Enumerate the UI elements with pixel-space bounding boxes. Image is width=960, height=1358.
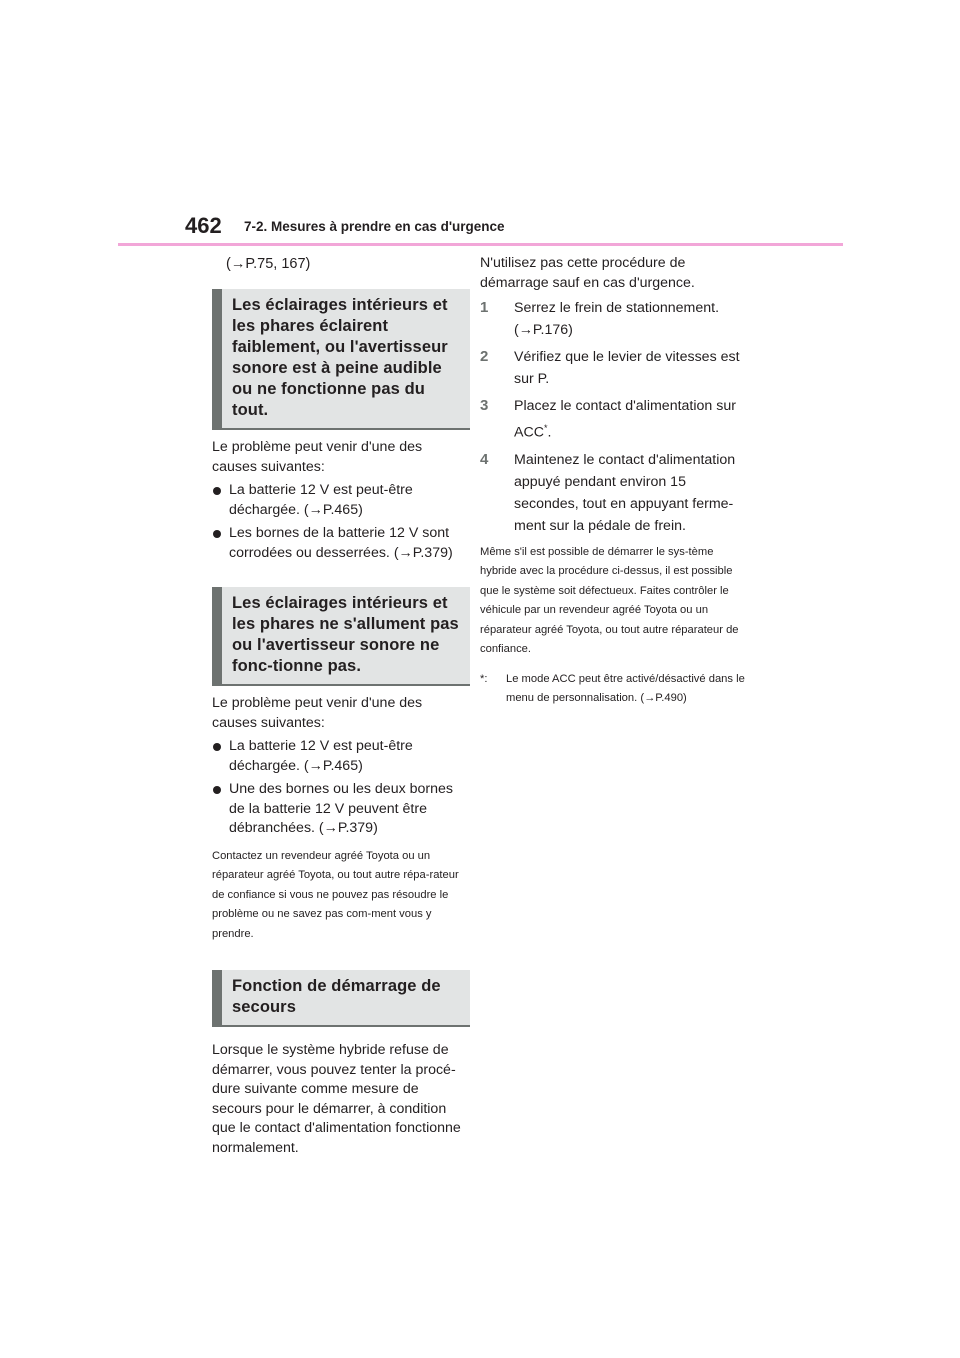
section-heading-emergency-start bbox=[212, 970, 470, 1027]
left-column bbox=[212, 254, 470, 1162]
page-reference: (→P.75, 167) bbox=[226, 256, 311, 272]
list-item: Une des bornes ou les deux bornes de la batterie 12 V peuvent être débranchées. (→P.379) bbox=[212, 780, 470, 839]
step-item: 2 Vérifiez que le levier de vitesses est sur P. bbox=[480, 348, 740, 387]
bullet-icon bbox=[213, 786, 221, 794]
dealer-note: Contactez un revendeur agréé Toyota ou un réparateur agréé Toyota, ou tout autre répa-rateur de confiance si vous ne pouvez pas résoudre le problème ou ne savez pas com-ment vous y prendre. bbox=[212, 849, 459, 940]
header-rule bbox=[118, 243, 843, 246]
causes-intro: Le problème peut venir d'une des causes suivantes: bbox=[212, 695, 423, 731]
bullet-icon bbox=[213, 743, 221, 751]
footnote-mark: *: bbox=[480, 672, 488, 685]
bullet-icon bbox=[213, 487, 221, 495]
causes-intro: Le problème peut venir d'une des causes suivantes: bbox=[212, 439, 423, 475]
section-heading-text: Les éclairages intérieurs et les phares éclairent faiblement, ou l'avertisseur sonore est à peine audible ou ne fonctionne pas du tout. bbox=[232, 296, 448, 419]
causes-list bbox=[212, 737, 470, 839]
list-item: Les bornes de la batterie 12 V sont corrodées ou desserrées. (→P.379) bbox=[212, 524, 470, 563]
causes-list bbox=[212, 481, 470, 563]
bullet-icon bbox=[213, 530, 221, 538]
section-header-title: 7-2. Mesures à prendre en cas d'urgence bbox=[244, 219, 505, 234]
footnote-text: Le mode ACC peut être activé/désactivé dans le menu de personnalisation. (→P.490) bbox=[506, 672, 745, 705]
defect-note: Même s'il est possible de démarrer le sys-tème hybride avec la procédure ci-dessus, il est possible que le système soit défectueux. Faites contrôler le véhicule par un revendeur agréé Toyota ou un réparateur agréé Toyota, ou tout autre réparateur de confiance. bbox=[480, 545, 739, 656]
right-column bbox=[480, 254, 748, 709]
page-number: 462 bbox=[185, 213, 222, 238]
procedure-intro: N'utilisez pas cette procédure de démarrage sauf en cas d'urgence. bbox=[480, 255, 695, 291]
section-heading-text: Fonction de démarrage de secours bbox=[232, 977, 441, 1016]
list-item: La batterie 12 V est peut-être déchargée. (→P.465) bbox=[212, 737, 470, 776]
footnote bbox=[480, 670, 748, 709]
step-item: 3 Placez le contact d'alimentation sur ACC*. bbox=[480, 397, 736, 441]
step-item: 1 Serrez le frein de stationnement. (→P.176) bbox=[480, 299, 720, 338]
emergency-start-text: Lorsque le système hybride refuse de démarrer, vous pouvez tenter la procé-dure suivante comme mesure de secours pour le démarrer, à condition que le contact d'alimentation fonctionne normalement. bbox=[212, 1042, 461, 1156]
list-item: La batterie 12 V est peut-être déchargée. (→P.465) bbox=[212, 481, 470, 520]
section-heading-text: Les éclairages intérieurs et les phares ne s'allument pas ou l'avertisseur sonore ne fonc-tionne pas. bbox=[232, 594, 459, 675]
step-item: 4 Maintenez le contact d'alimentation appuyé pendant environ 15 secondes, tout en appuyant ferme-ment sur la pédale de frein. bbox=[480, 450, 736, 534]
section-heading-no-lights bbox=[212, 587, 470, 686]
section-heading-dim-lights bbox=[212, 289, 470, 430]
procedure-steps bbox=[480, 297, 748, 537]
